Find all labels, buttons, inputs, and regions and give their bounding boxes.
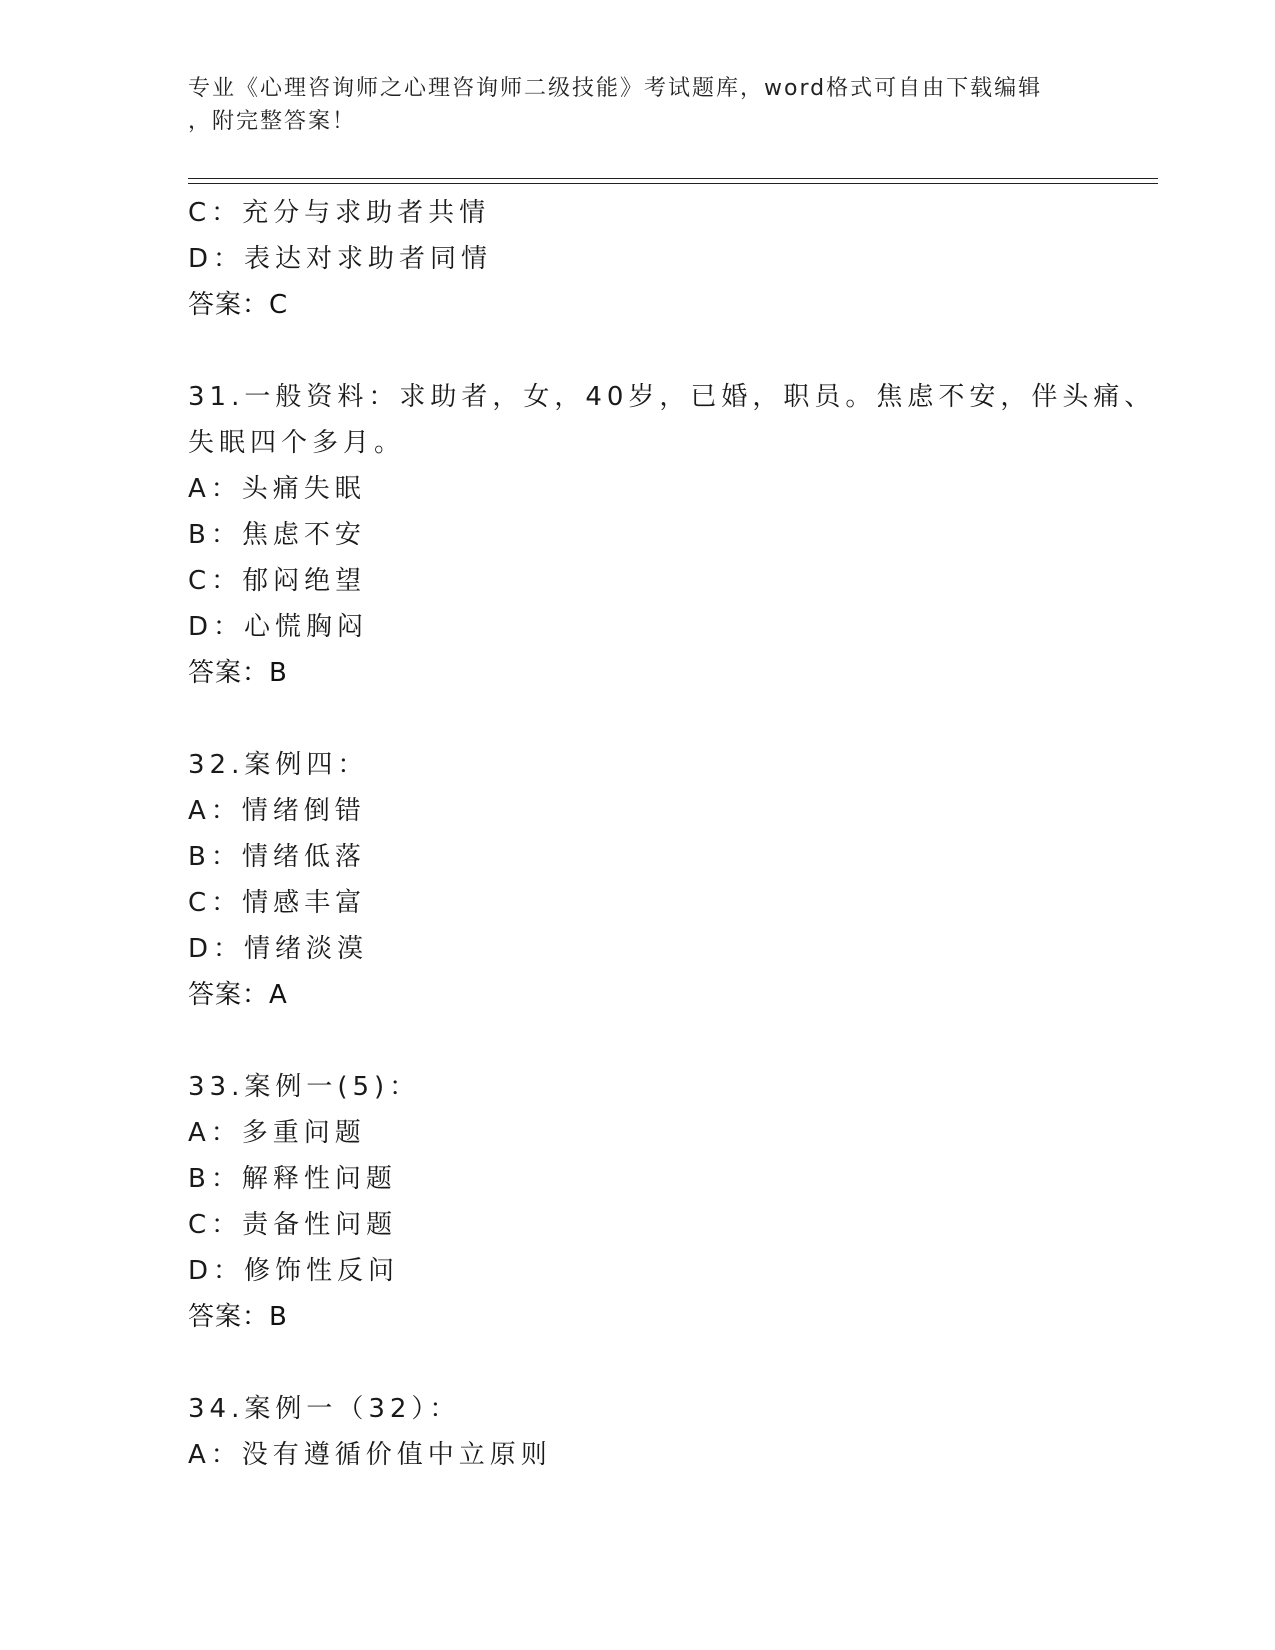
spacer (188, 1340, 1168, 1386)
question-stem: 31.一般资料：求助者，女，40岁，已婚，职员。焦虑不安，伴头痛、 (188, 382, 1156, 412)
option-c: C：情感丰富 (188, 888, 367, 918)
document-header (188, 72, 1088, 138)
question-30-continued (188, 190, 1168, 328)
option-b: B：解释性问题 (188, 1164, 397, 1194)
option-d: D：情绪淡漠 (188, 934, 369, 964)
question-stem: 34.案例一（32）： (188, 1394, 461, 1424)
question-34 (188, 1386, 1168, 1478)
spacer (188, 1018, 1168, 1064)
answer-label: 答案：C (188, 290, 289, 320)
option-d: D：修饰性反问 (188, 1256, 400, 1286)
option-a: A：多重问题 (188, 1118, 366, 1148)
header-divider-top (188, 178, 1158, 179)
question-list (188, 190, 1168, 1478)
answer-label: 答案：A (188, 980, 288, 1010)
header-title-line-2: ，附完整答案！ (188, 109, 357, 134)
header-divider-bottom (188, 183, 1158, 184)
question-stem: 33.案例一(5)： (188, 1072, 421, 1102)
spacer (188, 328, 1168, 374)
option-d: D：表达对求助者同情 (188, 244, 493, 274)
header-title-line-1: 专业《心理咨询师之心理咨询师二级技能》考试题库，word格式可自由下载编辑 (188, 76, 1043, 101)
question-33 (188, 1064, 1168, 1340)
question-stem: 32.案例四： (188, 750, 369, 780)
option-a: A：情绪倒错 (188, 796, 366, 826)
option-b: B：情绪低落 (188, 842, 366, 872)
option-a: A：没有遵循价值中立原则 (188, 1440, 552, 1470)
answer-label: 答案：B (188, 1302, 288, 1332)
option-c: C：郁闷绝望 (188, 566, 367, 596)
option-a: A：头痛失眠 (188, 474, 366, 504)
question-32 (188, 742, 1168, 1018)
question-31 (188, 374, 1168, 696)
option-b: B：焦虑不安 (188, 520, 366, 550)
option-c: C：责备性问题 (188, 1210, 398, 1240)
option-c: C：充分与求助者共情 (188, 198, 491, 228)
option-d: D：心慌胸闷 (188, 612, 369, 642)
question-stem-continued: 失眠四个多月。 (188, 428, 406, 458)
spacer (188, 696, 1168, 742)
answer-label: 答案：B (188, 658, 288, 688)
